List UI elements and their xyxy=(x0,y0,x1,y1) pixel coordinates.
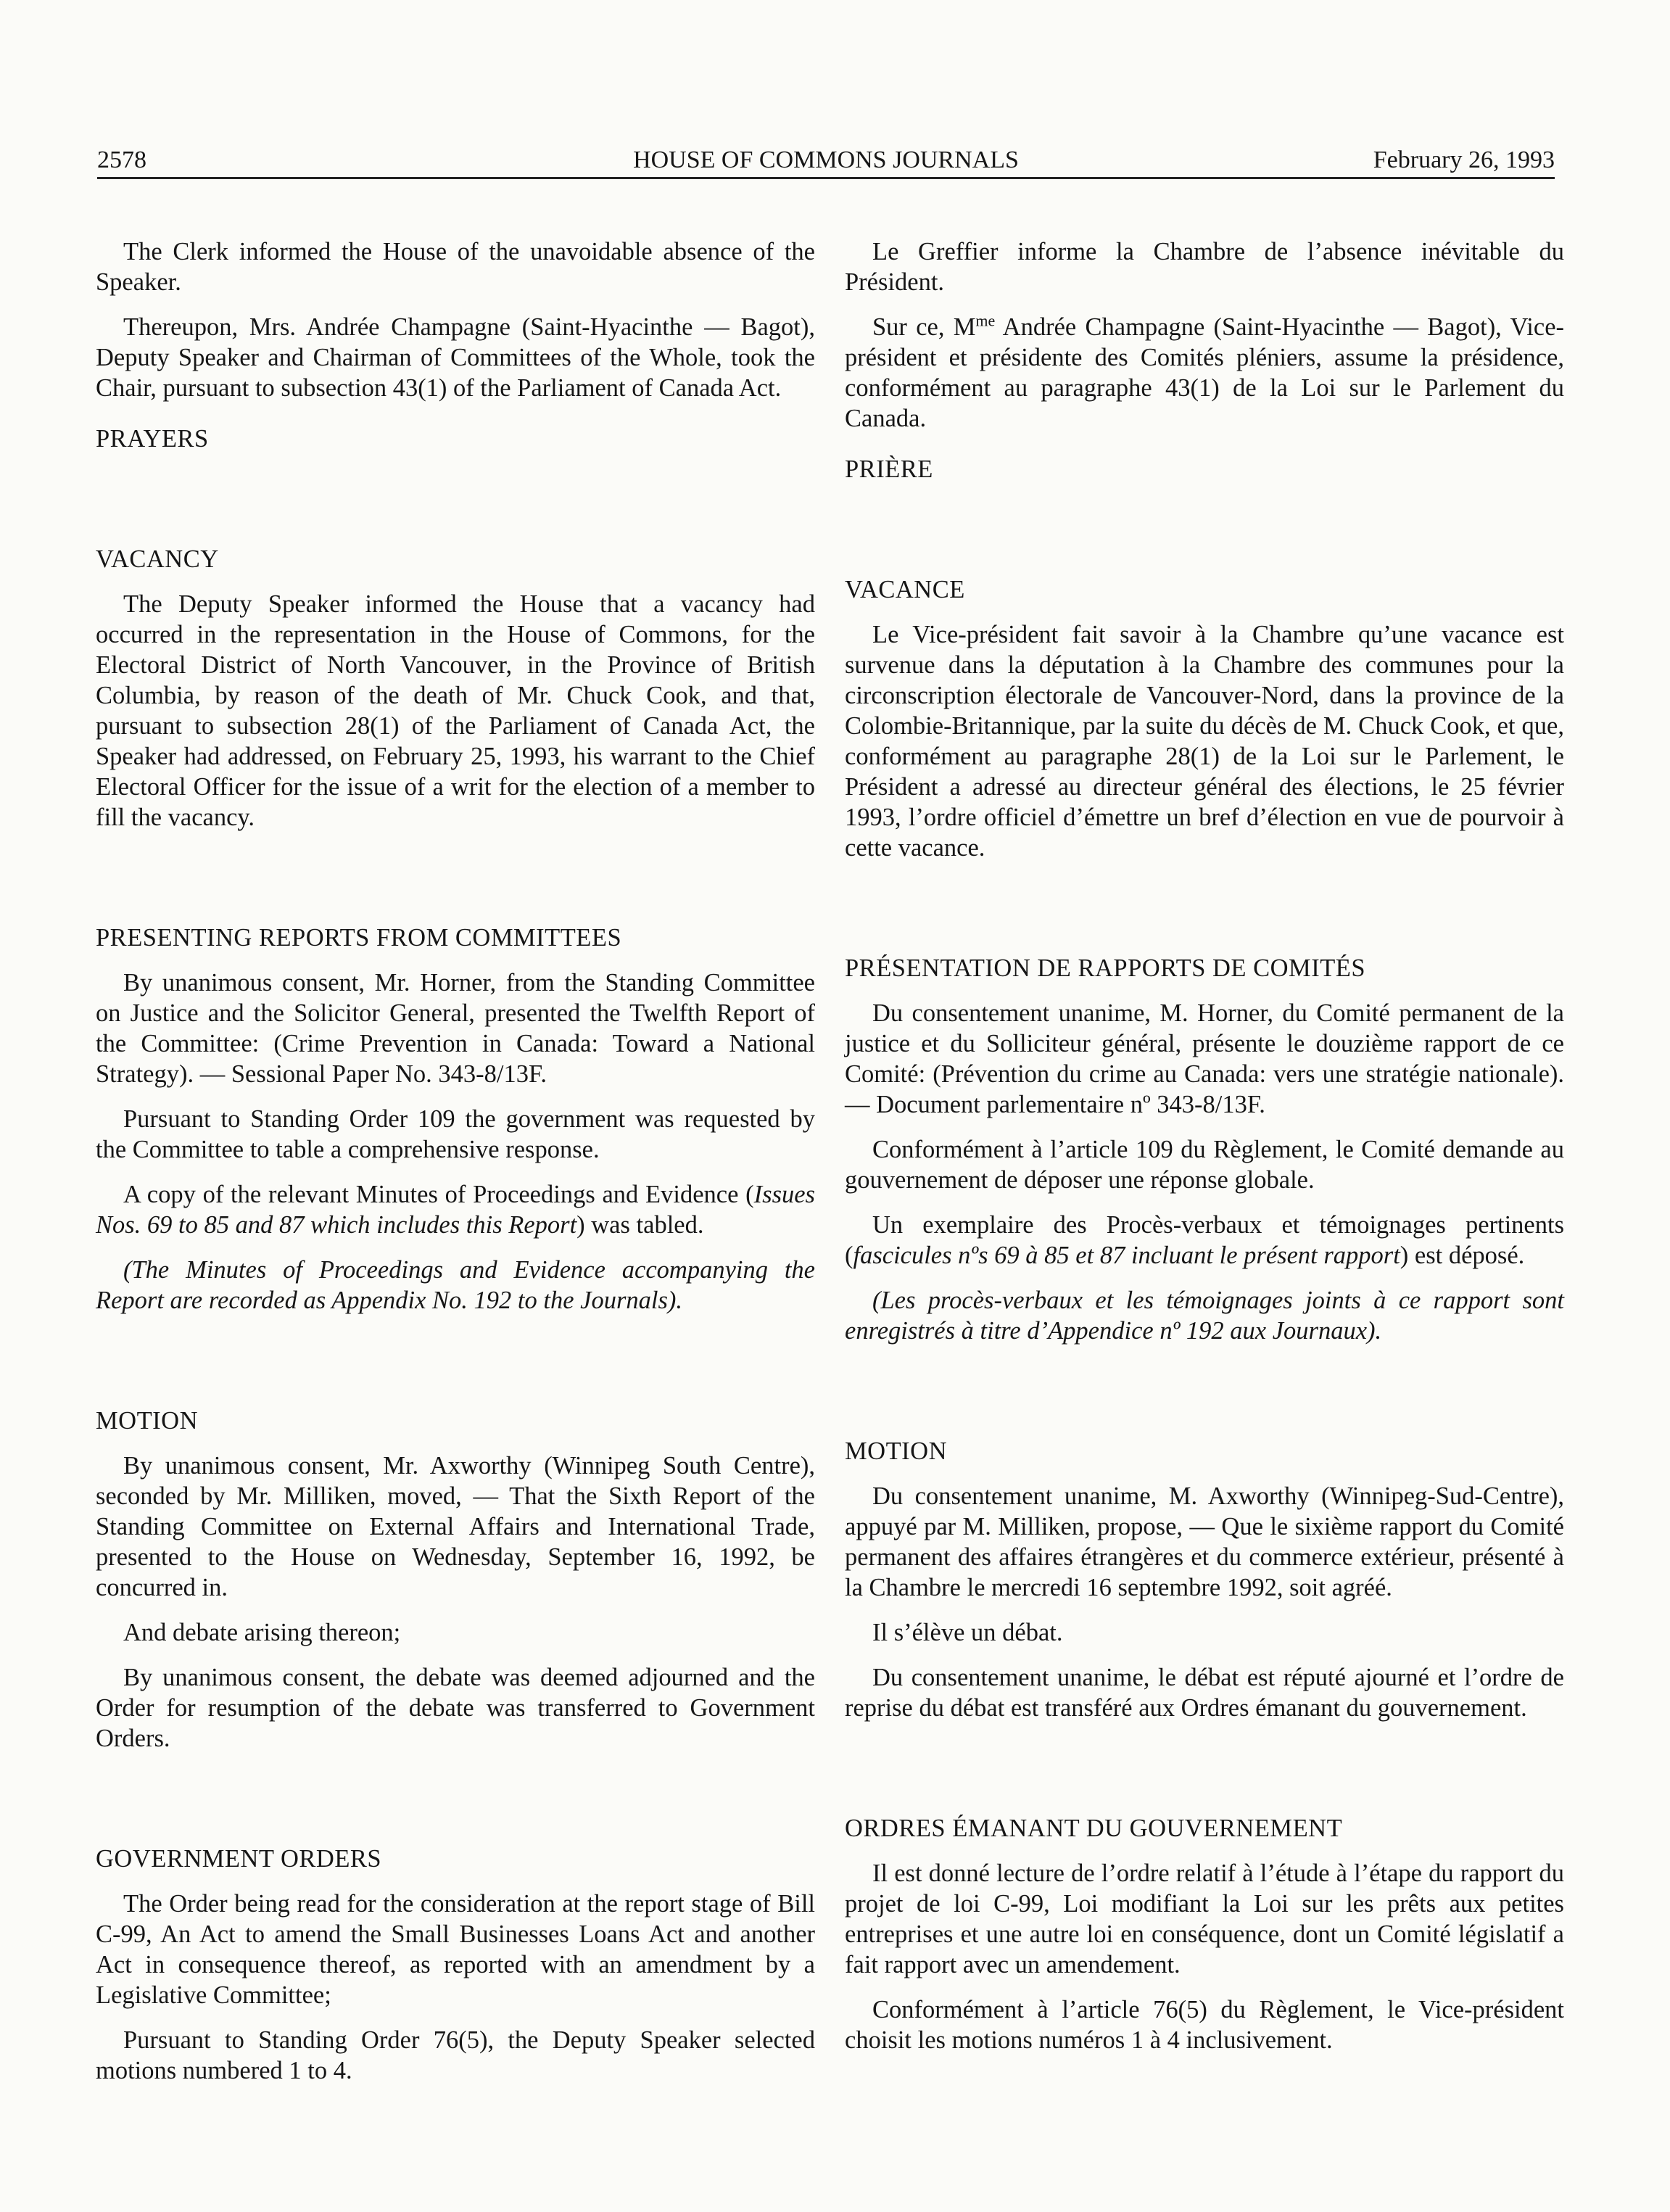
rapports-paragraph-1: Du consentement unanime, M. Horner, du Comité permanent de la justice et du Solliciteur général, présente le douzième rapport de ce Comité: (Prévention du crime au Canada: vers une stratégie nationale). — Document parlementaire nº 343-8/13F. xyxy=(845,999,1564,1118)
section-heading-prayers: PRAYERS xyxy=(96,425,209,453)
section-heading-government-orders: GOVERNMENT ORDERS xyxy=(96,1845,382,1873)
reports-paragraph-2: Pursuant to Standing Order 109 the government was requested by the Committee to table a comprehensive response. xyxy=(96,1105,815,1163)
vacance-paragraph: Le Vice-président fait savoir à la Chambre qu’une vacance est survenue dans la députation à la Chambre des communes pour la circonscription électorale de Vancouver-Nord, dans la province de la Colombie-Britannique, par la suite du décès de M. Chuck Cook, et que, conformément au paragraphe 28(1) de la Loi sur le Parlement, le Président a adressé au directeur général des élections, le 25 février 1993, l’ordre officiel d’émettre un bref d’élection en vue de pourvoir à cette vacance. xyxy=(845,621,1564,862)
page-number: 2578 xyxy=(97,146,146,173)
rapports-paragraph-2: Conformément à l’article 109 du Règlement, le Comité demande au gouvernement de déposer une réponse globale. xyxy=(845,1136,1564,1194)
rapports-paragraph-3: Un exemplaire des Procès-verbaux et témoignages pertinents (fascicules nºs 69 à 85 et 87 incluant le présent rapport) est déposé. xyxy=(845,1211,1564,1269)
journal-title: HOUSE OF COMMONS JOURNALS xyxy=(633,146,1019,173)
section-heading-motion-fr: MOTION xyxy=(845,1437,947,1465)
ordres-gouvernement-paragraph-2: Conformément à l’article 76(5) du Règlement, le Vice-président choisit les motions numéros 1 à 4 inclusivement. xyxy=(845,1996,1564,2054)
section-heading-rapports: PRÉSENTATION DE RAPPORTS DE COMITÉS xyxy=(845,954,1366,982)
greffier-paragraph: Le Greffier informe la Chambre de l’absence inévitable du Président. xyxy=(845,238,1564,296)
motion-paragraph-3: By unanimous consent, the debate was deemed adjourned and the Order for resumption of the debate was transferred to Government Orders. xyxy=(96,1664,815,1752)
motion-fr-paragraph-1: Du consentement unanime, M. Axworthy (Winnipeg-Sud-Centre), appuyé par M. Milliken, propose, — Que le sixième rapport du Comité permanent des affaires étrangères et du commerce extérieur, présenté à la Chambre le mercredi 16 septembre 1992, soit agréé. xyxy=(845,1482,1564,1601)
page-header xyxy=(97,144,1555,179)
section-heading-ordres-gouvernement: ORDRES ÉMANANT DU GOUVERNEMENT xyxy=(845,1815,1343,1842)
motion-fr-paragraph-3: Du consentement unanime, le débat est réputé ajourné et l’ordre de reprise du débat est transféré aux Ordres émanant du gouvernement. xyxy=(845,1664,1564,1722)
deputy-speaker-chair-paragraph: Thereupon, Mrs. Andrée Champagne (Saint-Hyacinthe — Bagot), Deputy Speaker and Chairman of Committees of the Whole, took the Chair, pursuant to subsection 43(1) of the Parliament of Canada Act. xyxy=(96,313,815,402)
rapports-paragraph-4: (Les procès-verbaux et les témoignages joints à ce rapport sont enregistrés à titre d’Appendice nº 192 aux Journaux). xyxy=(845,1287,1564,1345)
government-orders-paragraph-2: Pursuant to Standing Order 76(5), the Deputy Speaker selected motions numbered 1 to 4. xyxy=(96,2026,815,2084)
government-orders-paragraph-1: The Order being read for the consideration at the report stage of Bill C-99, An Act to amend the Small Businesses Loans Act and another Act in consequence thereof, as reported with an amendment by a Legislative Committee; xyxy=(96,1890,815,2009)
reports-paragraph-4: (The Minutes of Proceedings and Evidence accompanying the Report are recorded as Appendix No. 192 to the Journals). xyxy=(96,1256,815,1314)
journal-date: February 26, 1993 xyxy=(1373,146,1555,173)
french-column xyxy=(845,236,1564,2070)
motion-fr-paragraph-2: Il s’élève un débat. xyxy=(872,1619,1063,1646)
english-column xyxy=(96,236,815,2100)
motion-paragraph-2: And debate arising thereon; xyxy=(123,1619,401,1646)
section-heading-vacance: VACANCE xyxy=(845,576,965,603)
section-heading-vacancy: VACANCY xyxy=(96,545,219,573)
vacancy-paragraph: The Deputy Speaker informed the House that a vacancy had occurred in the representation in the House of Commons, for the Electoral District of North Vancouver, in the Province of British Columbia, by reason of the death of Mr. Chuck Cook, and that, pursuant to subsection 28(1) of the Parliament of Canada Act, the Speaker had addressed, on February 25, 1993, his warrant to the Chief Electoral Officer for the issue of a writ for the election of a member to fill the vacancy. xyxy=(96,590,815,831)
reports-paragraph-1: By unanimous consent, Mr. Horner, from the Standing Committee on Justice and the Solicitor General, presented the Twelfth Report of the Committee: (Crime Prevention in Canada: Toward a National Strategy). — Sessional Paper No. 343-8/13F. xyxy=(96,969,815,1088)
section-heading-priere: PRIÈRE xyxy=(845,455,933,483)
vice-president-chair-paragraph: Sur ce, $M^{me}$ Andrée Champagne (Saint-Hyacinthe — Bagot), Vice-président et présidente des Comités pléniers, assume la présidence, conformément au paragraphe 43(1) de la Loi sur le Parlement du Canada. xyxy=(845,311,1564,432)
section-heading-motion: MOTION xyxy=(96,1407,198,1435)
ordres-gouvernement-paragraph-1: Il est donné lecture de l’ordre relatif à l’étude à l’étape du rapport du projet de loi C-99, Loi modifiant la Loi sur les prêts aux petites entreprises et une autre loi en conséquence, dont un Comité législatif a fait rapport avec un amendement. xyxy=(845,1860,1564,1978)
section-heading-reports: PRESENTING REPORTS FROM COMMITTEES xyxy=(96,924,622,952)
clerk-paragraph: The Clerk informed the House of the unavoidable absence of the Speaker. xyxy=(96,238,815,296)
motion-paragraph-1: By unanimous consent, Mr. Axworthy (Winnipeg South Centre), seconded by Mr. Milliken, moved, — That the Sixth Report of the Standing Committee on External Affairs and International Trade, presented to the House on Wednesday, September 16, 1992, be concurred in. xyxy=(96,1452,815,1601)
reports-paragraph-3: A copy of the relevant Minutes of Proceedings and Evidence (Issues Nos. 69 to 85 and 87 which includes this Report) was tabled. xyxy=(96,1181,815,1239)
